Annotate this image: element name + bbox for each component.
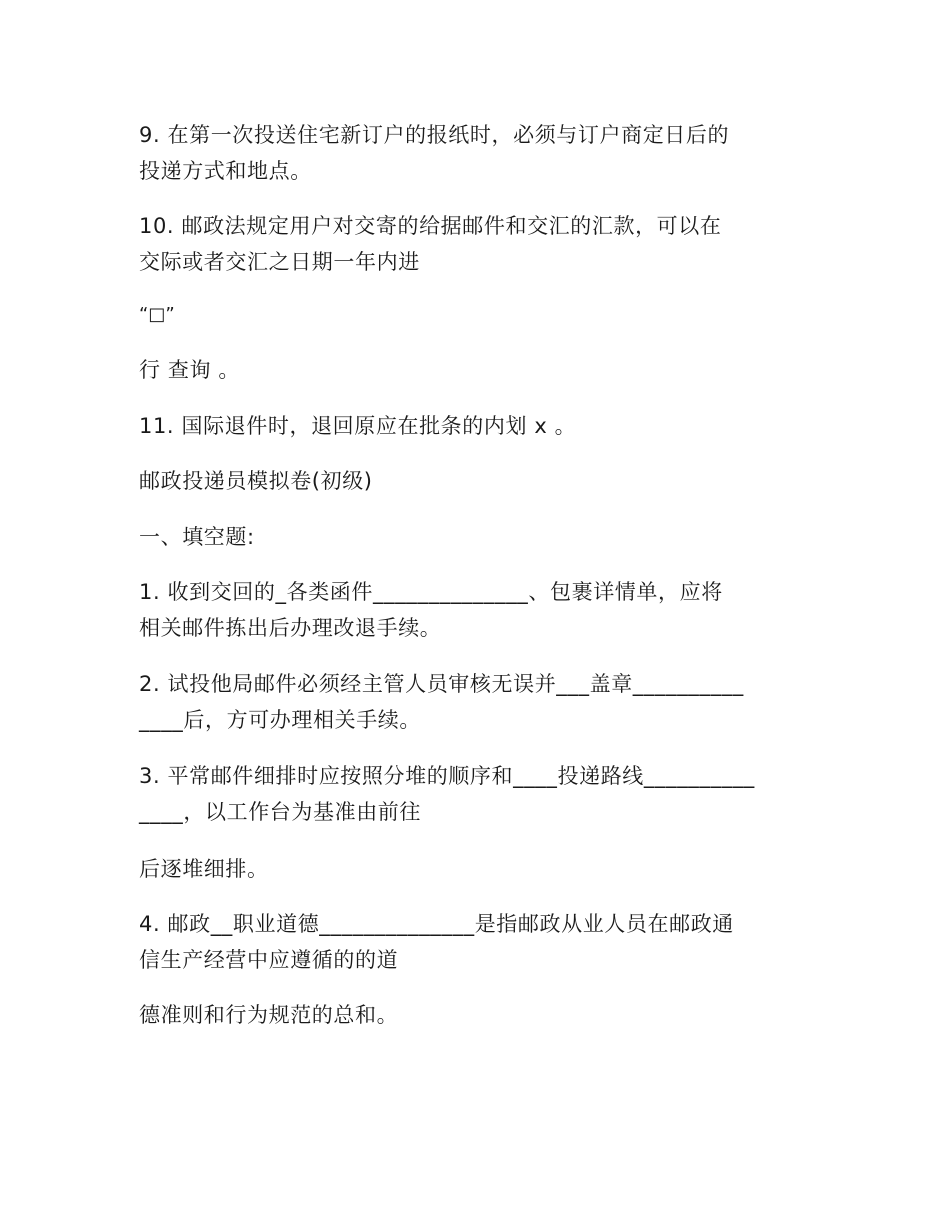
- text-line: 信生产经营中应遵循的的道: [139, 948, 399, 972]
- paragraph-f3-cont: [139, 851, 819, 887]
- text-line: 3. 平常邮件细排时应按照分堆的顺序和____投递路线__________: [139, 764, 755, 788]
- text-line: 后逐堆细排。: [139, 857, 269, 881]
- text-line: 投递方式和地点。: [139, 159, 312, 183]
- text-line: ____，以工作台为基准由前往: [139, 800, 421, 824]
- text-line: 行 查询 。: [139, 358, 240, 382]
- paragraph-q11: [139, 408, 819, 444]
- paragraph-f1: [139, 574, 819, 646]
- text-line: “□”: [139, 304, 175, 325]
- paragraph-f2: [139, 666, 819, 738]
- paragraph-f4: [139, 906, 819, 978]
- text-line: 9. 在第一次投送住宅新订户的报纸时，必须与订户商定日后的: [139, 123, 730, 147]
- paragraph-q9: [139, 117, 819, 189]
- part-heading: [139, 519, 819, 555]
- paragraph-q10-mark: [139, 297, 819, 333]
- text-line: 德准则和行为规范的总和。: [139, 1003, 399, 1027]
- text-line: 4. 邮政__职业道德______________是指邮政从业人员在邮政通: [139, 912, 734, 936]
- text-line: 2. 试投他局邮件必须经主管人员审核无误并___盖章__________: [139, 672, 744, 696]
- paragraph-f3: [139, 758, 819, 830]
- section-title: [139, 463, 819, 499]
- text-line: 一、填空题:: [139, 525, 255, 549]
- text-line: 11. 国际退件时，退回原应在批条的内划 x 。: [139, 414, 577, 438]
- text-line: 1. 收到交回的_各类函件______________、包裹详情单，应将: [139, 580, 723, 604]
- text-line: ____后，方可办理相关手续。: [139, 708, 421, 732]
- paragraph-q10: [139, 208, 819, 280]
- text-line: 相关邮件拣出后办理改退手续。: [139, 616, 442, 640]
- paragraph-q10-cont: [139, 352, 819, 388]
- paragraph-f4-cont: [139, 997, 819, 1033]
- text-line: 10. 邮政法规定用户对交寄的给据邮件和交汇的汇款，可以在: [139, 214, 722, 238]
- text-line: 邮政投递员模拟卷(初级): [139, 469, 373, 493]
- text-line: 交际或者交汇之日期一年内进: [139, 250, 420, 274]
